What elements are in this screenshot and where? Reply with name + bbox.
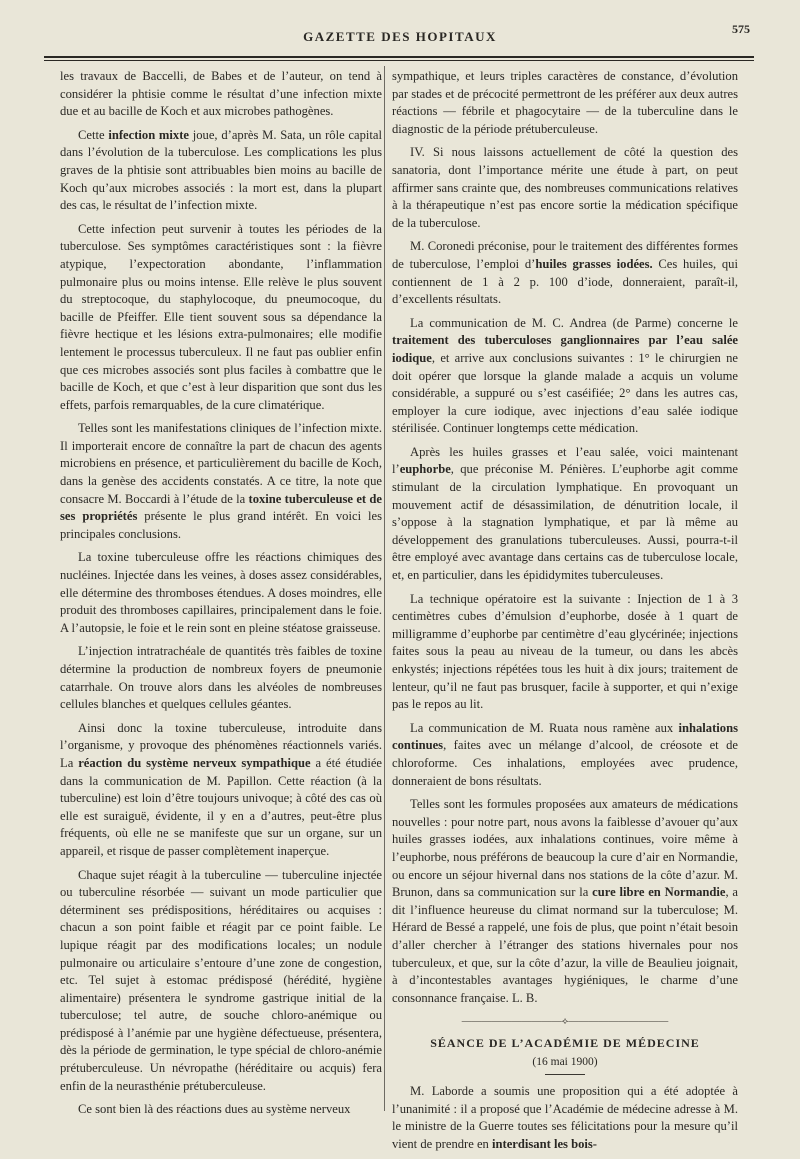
paragraph: Cette infection mixte joue, d’après M. Sata, un rôle capital dans l’évolution de la tuberculose. Les complications les plus graves de la phtisie sont attribuables bien moins au bacille de Koch qu’aux microbes associés : la mort est, dans la plupart des cas, le résultat de l’infection mixte.	[60, 127, 382, 213]
paragraph: M. Coronedi préconise, pour le traitement des différentes formes de tuberculose, l’emploi d’huiles grasses iodées. Ces huiles, qui contiennent de 1 à 2 p. 100 d’iode, donneraient, paraît-il, d’excellents résultats.	[392, 239, 738, 307]
journal-title: GAZETTE DES HOPITAUX	[303, 29, 497, 44]
paragraph: Cette infection peut survenir à toutes les périodes de la tuberculose. Ses symptômes caractéristiques sont : la fièvre atypique, l’expectoration abondante, l’inflammation pulmonaire plus ou moins intense. Elle relève le plus souvent du streptocoque, du staphylocoque, du pneumocoque, du bacille de Pfeiffer. Elle tient souvent sous sa dépendance la fièvre hectique et les lésions extra-pulmonaires; elle modifie lentement le processus tuberculeux. Il ne faut pas oublier enfin que ces microbes associés sont plus faciles à combattre que le bacille de Koch, et que c’est à leur disparition que sont dus les effets, parfois remarquables, de la cure climatérique.	[60, 221, 382, 412]
paragraph: La communication de M. Ruata nous ramène aux inhalations continues, faites avec un mélange d’alcool, de créosote et de chloroforme. Ces inhalations, employées avec prudence, donneraient de bons résultats.	[392, 720, 738, 788]
paragraph: La communication de M. C. Andrea (de Parme) concerne le traitement des tuberculoses ganglionnaires par l’eau salée iodique, et arrive aux conclusions suivantes : 1° le chirurgien ne doit opérer que lorsque la glande malade a acquis un volume considérable, a suppuré ou s’est caséifiée; 2° dans les autres cas, employer la cure iodique, avec injections d’eau salée iodique stérilisée. Continuer longtemps cette médication.	[392, 315, 738, 436]
running-header	[30, 22, 770, 50]
paragraph: M. Laborde a soumis une proposition qui a été adoptée à l’unanimité : il a proposé que l’Académie de médecine adresse à M. le ministre de la Guerre toutes ses félicitations pour la mesure qu’il vient de prendre en interdisant les bois-	[392, 1084, 738, 1151]
paragraph: L’injection intratrachéale de quantités très faibles de toxine détermine la production de nombreux foyers de pneumonie catarrhale. On trouve alors dans les alvéoles de nombreuses cellules blanches et quelques cellules géantes.	[60, 644, 382, 712]
paragraph: Telles sont les manifestations cliniques de l’infection mixte. Il importerait encore de connaître la part de chacun des agents microbiens en présence, et particulièrement du bacille de Koch, dans la genèse des accidents constatés. A ce titre, la note que consacre M. Boccardi à l’étude de la toxine tuberculeuse et de ses propriétés présente le plus grand intérêt. En voici les principales conclusions.	[60, 421, 382, 541]
short-rule	[545, 1074, 585, 1075]
page-number: 575	[732, 22, 750, 36]
paragraph: Telles sont les formules proposées aux amateurs de médications nouvelles : pour notre part, nous avons la faiblesse d’avouer qu’aux huiles grasses iodées, aux inhalations continues, voire même à l’euphorbe, nous préférons de beaucoup la cure d’air en Normandie, ou encore un séjour hivernal dans nos stations de la côte d’azur. M. Brunon, dans sa communication sur la cure libre en Normandie, a dit l’influence heureuse du climat normand sur la tuberculose; M. Hérard de Bessé a rappelé, une fois de plus, que point n’était besoin d’aller chercher à l’étranger des stations hivernales pour nos tuberculeux, et que, sur la côte d’azur, la ville de Beaulieu joignait, à d’incontestables avantages hygiéniques, le charme d’une consonnance française. L. B.	[392, 797, 739, 1005]
paragraph: les travaux de Baccelli, de Babes et de l’auteur, on tend à considérer la phtisie comme le résultat d’une infection mixte due et au bacille de Koch et aux microbes pathogènes.	[60, 69, 382, 119]
header-rule	[44, 56, 754, 61]
ornament-divider: ——————————⟡——————————	[461, 1016, 669, 1028]
section-title: SÉANCE DE L’ACADÉMIE DE MÉDECINE	[430, 1035, 700, 1050]
paragraph: Ainsi donc la toxine tuberculeuse, introduite dans l’organisme, y provoque des phénomènes réactionnels variés. La réaction du système nerveux sympathique a été étudiée dans la communication de M. Papillon. Cette réaction (à la tuberculine) est loin d’être toujours univoque; à côté des cas où elle est suraiguë, évidente, il y en a d’autres, peut-être plus fréquents, où elle ne se manifeste que sur un organe, sur un appareil, et risque de passer complètement inaperçue.	[60, 720, 383, 858]
signature: L. B.	[511, 990, 538, 1005]
column-divider	[384, 66, 385, 1111]
paragraph: IV. Si nous laissons actuellement de côté la question des sanatoria, dont l’importance mérite une étude à part, on peut affirmer sans crainte que, des nombreuses communications relatives à la thérapeutique n’est pas encore sortie la médication spécifique de la tuberculose.	[392, 145, 738, 230]
paragraph: Après les huiles grasses et l’eau salée, voici maintenant l’euphorbe, que préconise M. Pénières. L’euphorbe agit comme stimulant de la circulation lymphatique. En provoquant un mouvement actif de désassimilation, de dénutrition locale, il s’oppose à la stagnation lymphatique, et par là même au développement des granulations tuberculeuses. Aussi, pourra-t-il être employé avec avantage dans certains cas de tuberculose locale, et, en particulier, dans les épididymites tuberculeuses.	[392, 444, 738, 583]
right-column	[392, 68, 738, 1159]
paragraph: La toxine tuberculeuse offre les réactions chimiques des nucléines. Injectée dans les veines, à doses assez considérables, elle détermine des thromboses étendues. A doses moindres, elle produit des thromboses capillaires, principalement dans le foie. A l’autopsie, le foie et le rein sont en pleine stéatose graisseuse.	[60, 550, 382, 635]
left-column	[60, 68, 382, 1125]
paragraph: Ce sont bien là des réactions dues au système nerveux	[78, 1102, 351, 1117]
paragraph: La technique opératoire est la suivante : Injection de 1 à 3 centimètres cubes d’émulsion d’euphorbe, dosée à 1 quart de milligramme d’euphorbe par centimètre d’eau glycérinée; injections faites sous la peau au niveau de la tumeur, ou dans les abcès enkystés; injections répétées tous les huit à dix jours; traitement de lenteur, qu’il ne faut pas brusquer, facile à supporter, et qui n’exige pas le repos au lit.	[392, 591, 738, 712]
paragraph: Chaque sujet réagit à la tuberculine — tuberculine injectée ou tuberculine résorbée — suivant un mode particulier que déterminent ses prédispositions, héréditaires ou acquises : chacun a son point faible et réagit par ce point faible. Le lupique réagit par des modifications locales; un nodule pulmonaire ou articulaire s’entoure d’une zone de congestion, etc. Tel sujet à estomac prédisposé (hérédité, hygiène alimentaire) présentera le syndrome gastrique initial de la tuberculose; tel autre, de souche chloro-anémique ou prédisposé à l’anémie par une hygiène défectueuse, présentera, dès la période de germination, le type spécial de chloro-anémie prétuberculeuse. Un névropathe (héréditaire ou acquis) fera enfin de la neurasthénie prétuberculeuse.	[60, 867, 382, 1093]
paragraph: sympathique, et leurs triples caractères de constance, d’évolution par stades et de précocité permettront de les préférer aux deux autres réactions — fébrile et phagocytaire — de la tuberculine dans le diagnostic de la période prétuberculeuse.	[392, 69, 738, 136]
section-date: (16 mai 1900)	[532, 1056, 598, 1069]
